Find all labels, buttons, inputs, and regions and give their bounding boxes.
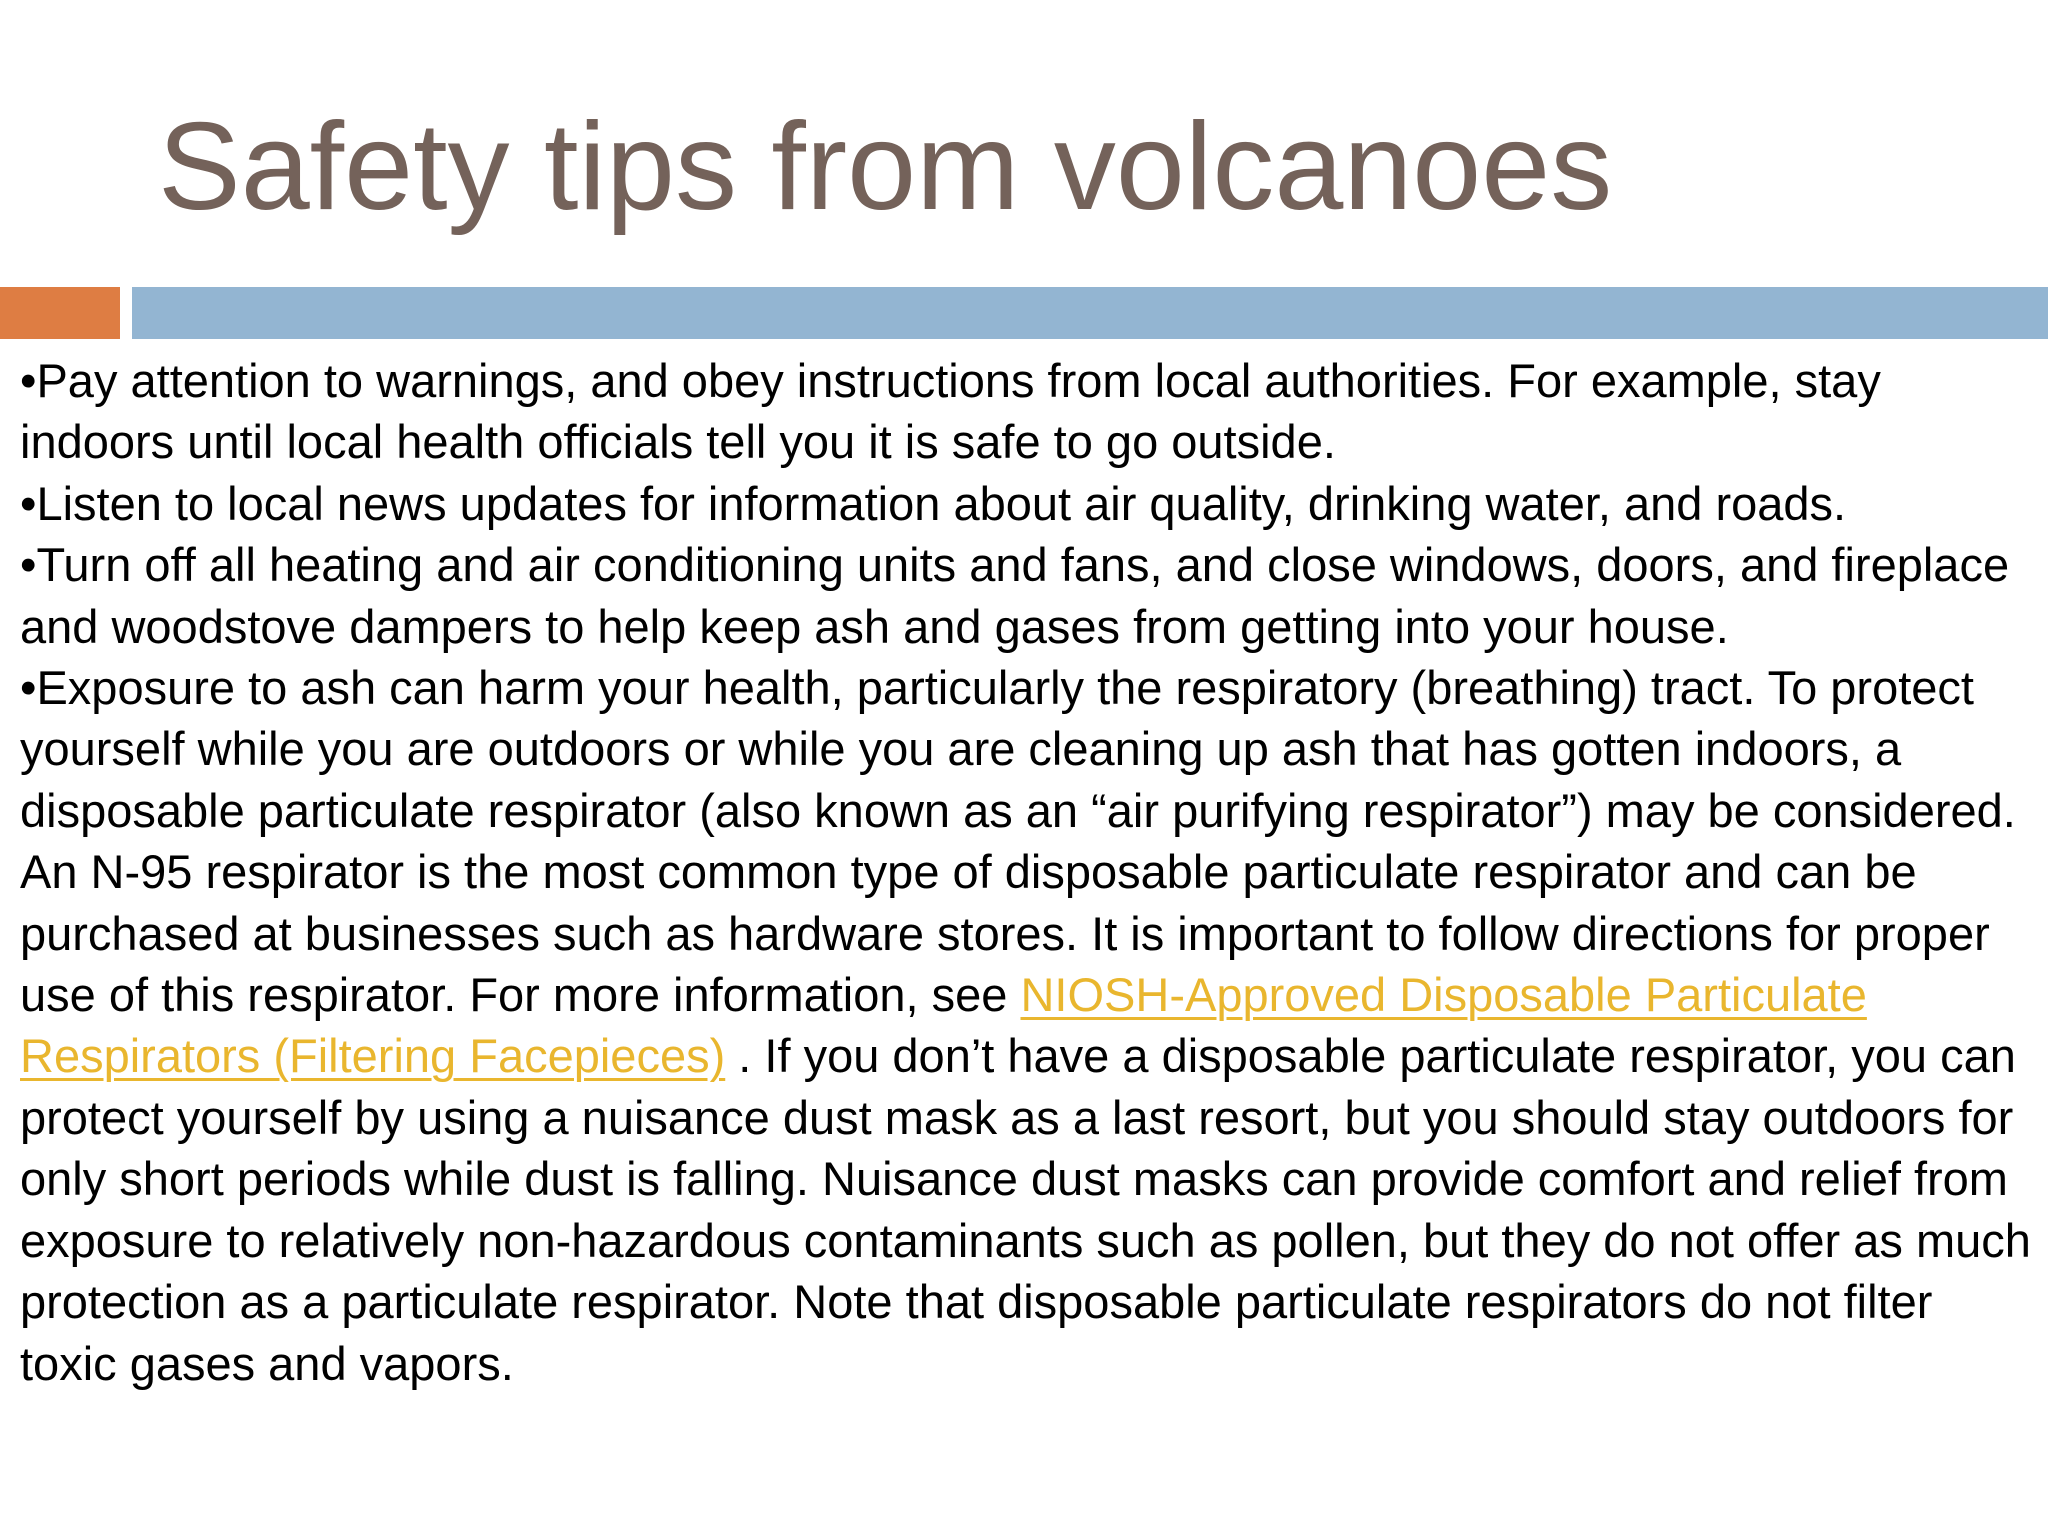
- bullet-news-updates: •Listen to local news updates for information about air quality, drinking water, and roads.: [20, 476, 1847, 530]
- accent-bar: [0, 287, 120, 339]
- ash-exposure-text-after: . If you don’t have a disposable particulate respirator, you can protect yourself by using a nuisance dust mask as a last resort, but you should stay outdoors for only short periods while dust is falling. Nuisance dust masks can provide comfort and relief from exposure to relatively non-hazardous contaminants such as pollen, but they do not offer as much protection as a particulate respirator. Note that disposable particulate respirators do not filter toxic gases and vapors.: [20, 1029, 2031, 1390]
- bullet-ash-exposure: [20, 657, 2040, 1394]
- bullet-ventilation: •Turn off all heating and air conditioning units and fans, and close windows, doors, and fireplace and woodstove dampers to help keep ash and gases from getting into your house.: [20, 538, 2010, 653]
- slide-body: [20, 350, 2040, 1394]
- niosh-respirators-link[interactable]: NIOSH-Approved Disposable Particulate Respirators (Filtering Facepieces): [20, 968, 1867, 1083]
- ash-exposure-text-before: •Exposure to ash can harm your health, particularly the respiratory (breathing) tract. To protect yourself while you are outdoors or while you are cleaning up ash that has gotten indoors, a disposable particulate respirator (also known as an “air purifying respirator”) may be considered. An N-95 respirator is the most common type of disposable particulate respirator and can be purchased at businesses such as hardware stores. It is important to follow directions for proper use of this respirator. For more information, see: [20, 661, 2016, 1022]
- slide-title: Safety tips from volcanoes: [158, 98, 1613, 236]
- bullet-authorities: •Pay attention to warnings, and obey instructions from local authorities. For example, stay indoors until local health officials tell you it is safe to go outside.: [20, 354, 1881, 469]
- title-divider-bar: [132, 287, 2048, 339]
